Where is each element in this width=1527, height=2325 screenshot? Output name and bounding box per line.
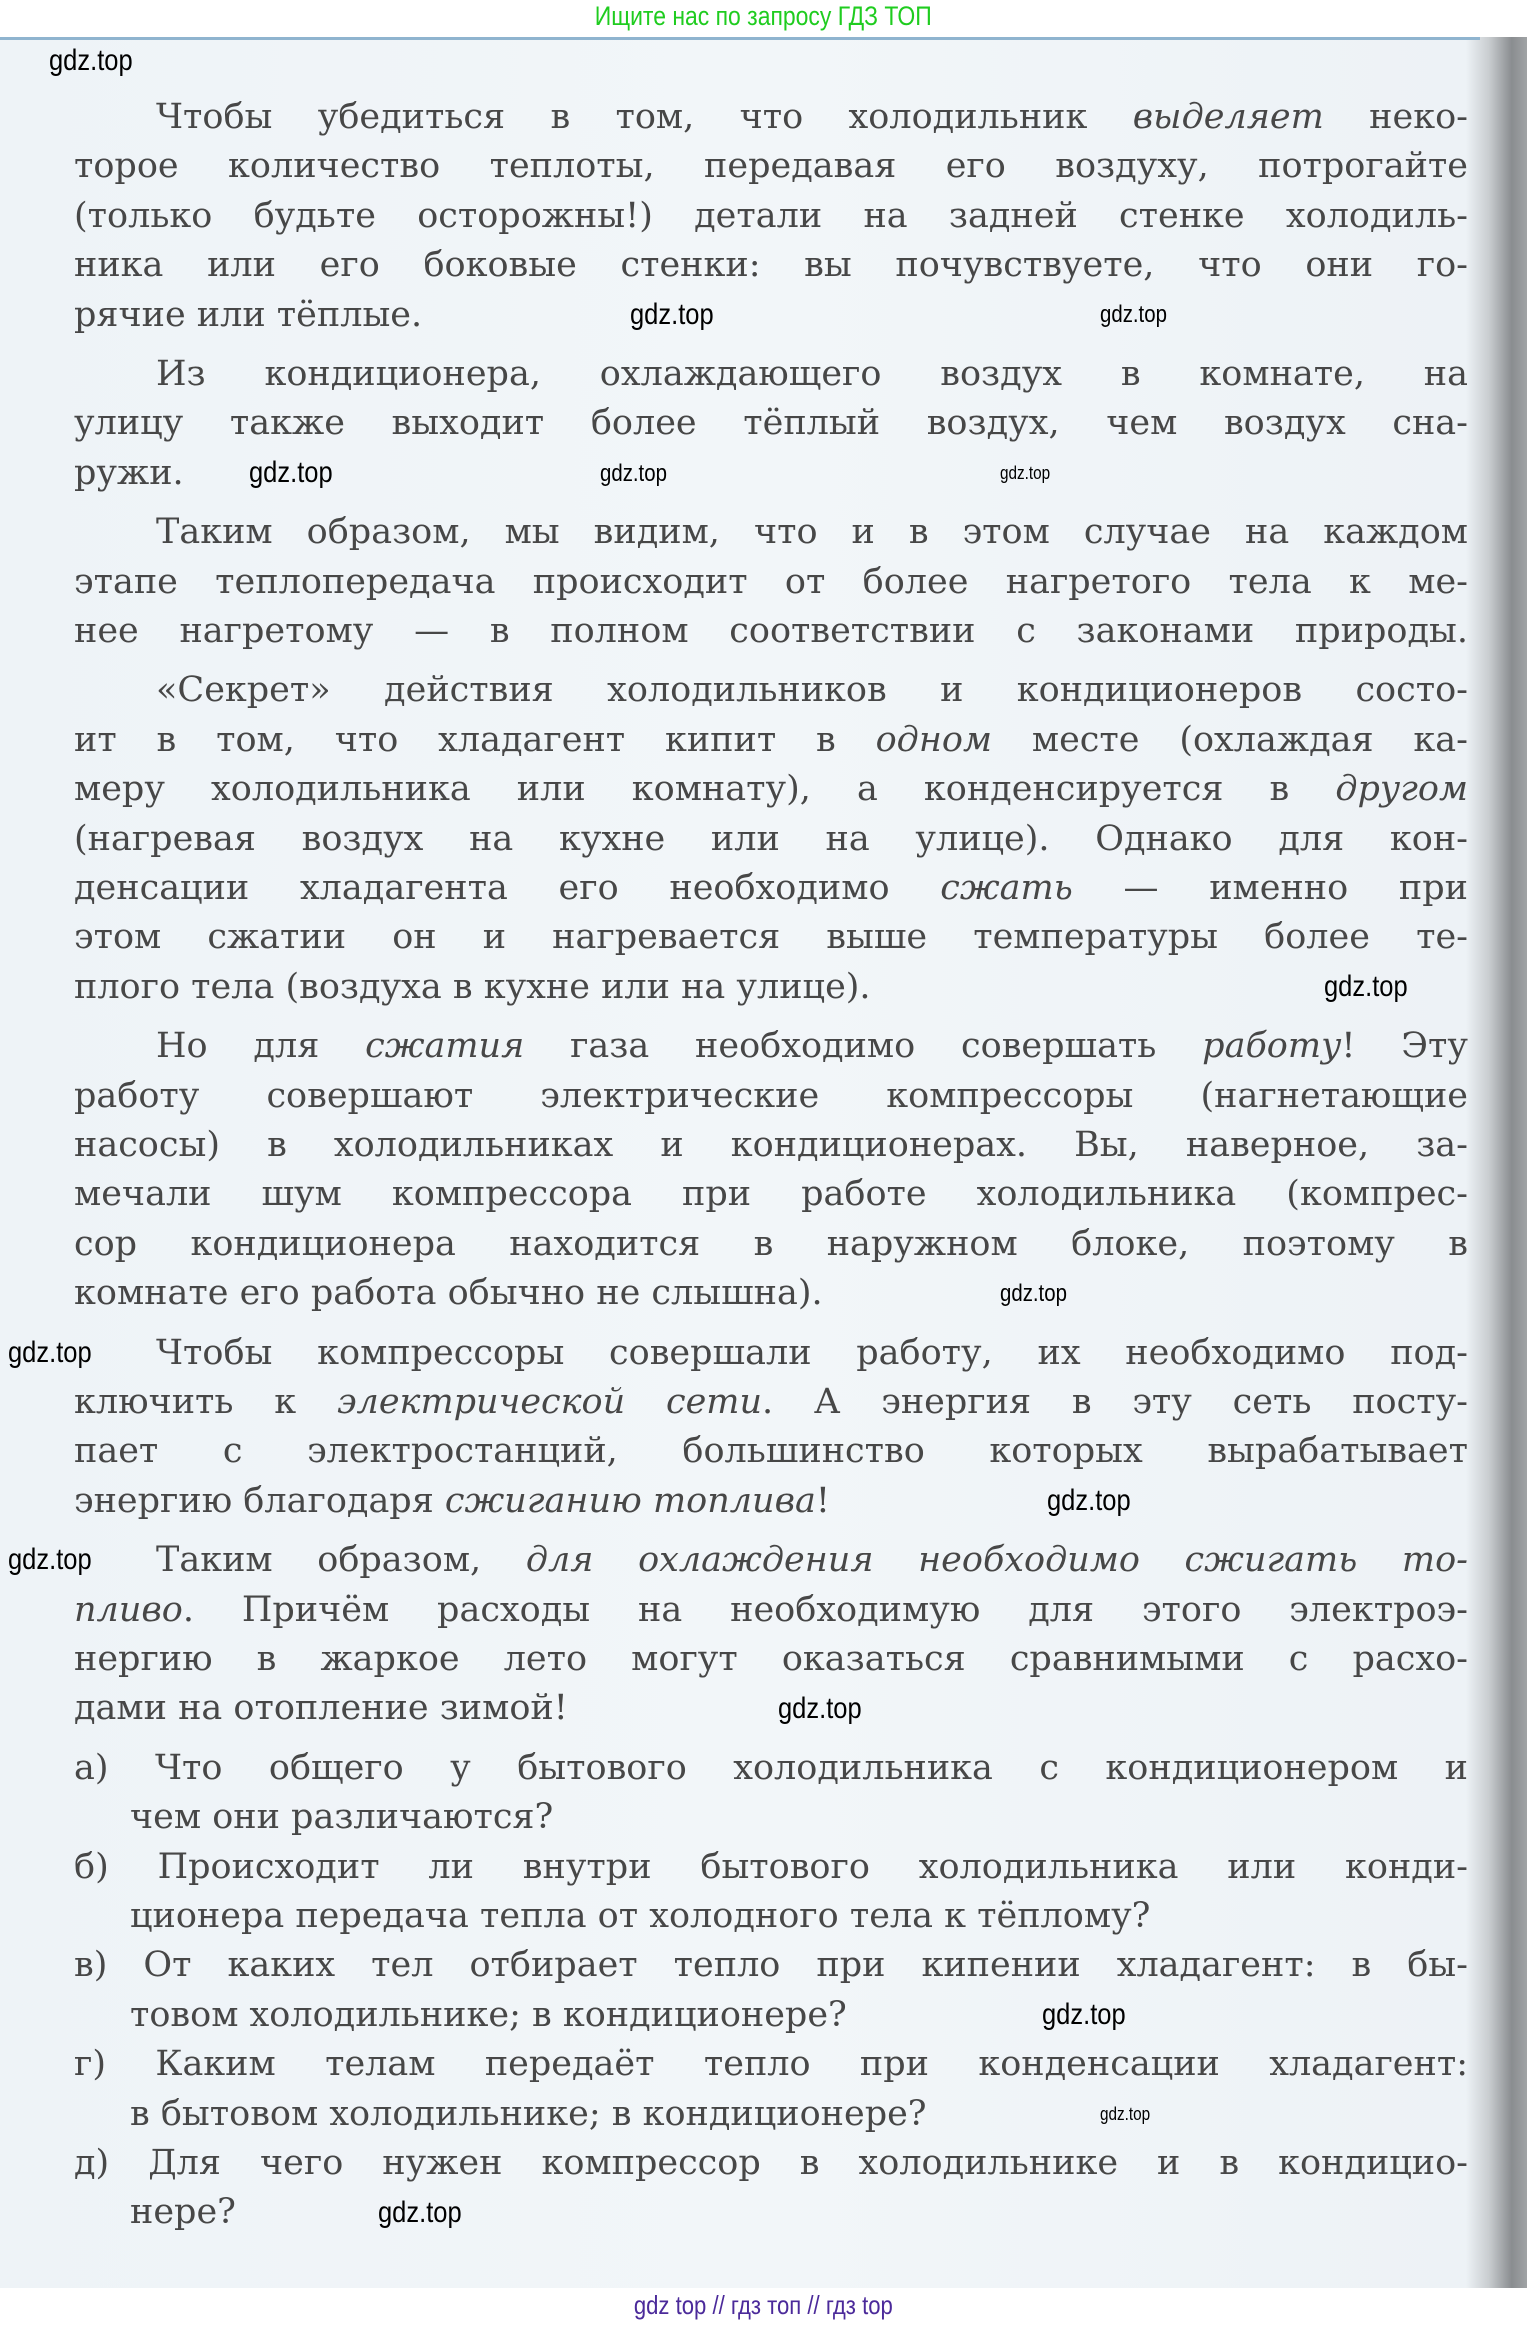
watermark-text: gdz.top [1000,462,1051,483]
text-span: газа необходимо совершать [524,1026,1203,1067]
text-span: Из кондиционера, охлаждающего воздух в комнате, на [156,354,1468,394]
text-span: «Секрет» действия холодильников и кондиционеров состо- [156,670,1468,711]
text-span: пает с электростанций, большинство которых вырабатывает [74,1431,1468,1472]
paragraph-line [156,93,1468,142]
paragraph-line [156,666,1468,715]
paragraph-line [74,1635,1468,1684]
paragraph-line [74,765,1468,814]
paragraph-line [74,142,1468,191]
text-span: нергию в жаркое лето могут оказаться сравнимыми с расхо- [74,1639,1468,1679]
text-span: торое количество теплоты, передавая его воздуху, потрогайте [74,146,1468,187]
text-span: . Причём расходы на необходимую для этого электроэ- [182,1589,1468,1630]
paragraph-line [156,1022,1468,1071]
text-span: дами на отопление зимой! [74,1688,568,1729]
text-span: Чтобы убедиться в том, что холодильник [156,97,1133,137]
footer-banner [0,2288,1527,2325]
text-span: . А энергия в эту сеть посту- [762,1382,1468,1422]
text-span: неко- [1323,97,1468,137]
watermark-text: gdz.top [249,456,333,490]
text-span: Таким образом, мы видим, что и в этом случае на каждом [156,512,1468,553]
paragraph-line [74,192,1468,241]
paragraph-line [156,1329,1468,1378]
text-span: (только будьте осторожны!) детали на задней стенке холодиль- [74,195,1468,236]
paragraph-line [74,1121,1468,1170]
text-span: энергию благодаря [74,1480,445,1521]
paragraph-line [74,815,1468,864]
italic-text: сжатия [365,1026,525,1067]
watermark-text: gdz.top [8,1543,92,1577]
text-span: насосы) в холодильниках и кондиционерах. Вы, наверное, за- [74,1125,1468,1165]
paragraph-line [74,1378,1468,1427]
paragraph-line [74,1269,823,1318]
text-span: ружи. [74,452,184,493]
italic-text: для охлаждения необходимо сжигать то- [525,1540,1468,1581]
question-line: а) Что общего у бытового холодильника с кондиционером и [74,1747,1468,1788]
watermark-text: gdz.top [1100,301,1167,329]
question-line: нере? [130,2192,236,2233]
paragraph-line [74,1220,1468,1269]
text-span: комнате его работа обычно не слышна). [74,1273,823,1314]
italic-text: сжать [940,868,1073,908]
text-span: — именно при [1072,868,1468,908]
paragraph-line [74,1170,1468,1219]
question-line: д) Для чего нужен компрессор в холодильнике и в кондицио- [74,2143,1468,2183]
text-span: ! [815,1480,830,1521]
paragraph-line [156,1536,1468,1585]
text-span: нее нагретому — в полном соответствии с законами природы. [74,611,1468,651]
text-span: Таким образом, [156,1540,526,1581]
italic-text: пливо [74,1589,183,1630]
watermark-text: gdz.top [1047,1484,1131,1518]
text-span: Чтобы компрессоры совершали работу, их необходимо под- [156,1332,1468,1373]
paragraph-line [74,449,184,498]
italic-text: работу [1202,1026,1342,1067]
text-span: сор кондиционера находится в наружном блоке, поэтому в [74,1223,1468,1264]
paragraph-line [74,1684,568,1733]
paragraph-line [74,291,422,340]
watermark-text: gdz.top [600,459,667,487]
footer-text: gdz top // гдз топ // гдз top [634,2290,893,2320]
watermark-text: gdz.top [630,297,714,331]
text-span: этом сжатии он и нагревается выше температуры более те- [74,917,1468,958]
watermark-text: gdz.top [378,2195,462,2229]
paragraph-line [74,864,1468,913]
paragraph-line [74,1477,830,1526]
text-span: (нагревая воздух на кухне или на улице). Однако для кон- [74,818,1468,859]
paragraph-line [156,508,1468,557]
watermark-text: gdz.top [1324,970,1408,1004]
paragraph-line [74,716,1468,765]
text-span: ит в том, что хладагент кипит в [74,719,876,760]
search-banner [0,0,1527,37]
paragraph-line [74,607,1468,656]
paragraph-line [74,913,1468,962]
watermark-text: gdz.top [1000,1279,1067,1307]
question-line: чем они различаются? [130,1797,554,1838]
italic-text: сжиганию топлива [444,1480,816,1521]
watermark-text: gdz.top [778,1691,862,1725]
text-span: работу совершают электрические компрессоры (нагнетающие [74,1075,1468,1116]
header-divider [0,37,1480,40]
paragraph-line [74,1427,1468,1476]
watermark-text: gdz.top [1100,2103,1151,2124]
text-span: месте (охлаждая ка- [992,719,1468,760]
text-span: улицу также выходит более тёплый воздух, чем воздух сна- [74,403,1468,444]
question-line: б) Происходит ли внутри бытового холодильника или конди- [74,1846,1468,1887]
text-span: этапе теплопередача происходит от более нагретого тела к ме- [74,561,1468,602]
text-span: ключить к [74,1382,337,1422]
paragraph-line [74,963,871,1012]
paragraph-line [156,350,1468,399]
question-line: ционера передача тепла от холодного тела к тёплому? [130,1896,1151,1936]
paragraph-line [74,1072,1468,1121]
paragraph-line [74,399,1468,448]
italic-text: другом [1335,769,1468,810]
paragraph-line [74,1586,1468,1635]
text-span: денсации хладагента его необходимо [74,868,941,908]
watermark-text: gdz.top [8,1335,92,1369]
watermark-text: gdz.top [1042,1998,1126,2032]
italic-text: одном [875,719,993,760]
text-span: мечали шум компрессора при работе холодильника (компрес- [74,1174,1468,1215]
text-span: Но для [156,1026,366,1067]
text-span: меру холодильника или комнату), а конденсируется в [74,769,1336,810]
text-span: рячие или тёплые. [74,294,423,335]
banner-text: Ищите нас по запросу ГДЗ ТОП [594,1,933,31]
paragraph-line [74,241,1468,290]
italic-text: выделяет [1132,97,1324,137]
italic-text: электрической сети [336,1382,763,1422]
paragraph-line [74,558,1468,607]
question-line: г) Каким телам передаёт тепло при конденсации хладагент: [74,2044,1468,2085]
question-line: в) От каких тел отбирает тепло при кипении хладагент: в бы- [74,1945,1468,1986]
watermark-text: gdz.top [49,44,133,77]
text-span: ника или его боковые стенки: вы почувствуете, что они го- [74,245,1468,286]
question-line: товом холодильнике; в кондиционере? [130,1994,847,2035]
text-span: ! Эту [1341,1026,1468,1067]
question-line: в бытовом холодильнике; в кондиционере? [130,2093,927,2134]
text-span: плого тела (воздуха в кухне или на улице). [74,966,871,1007]
